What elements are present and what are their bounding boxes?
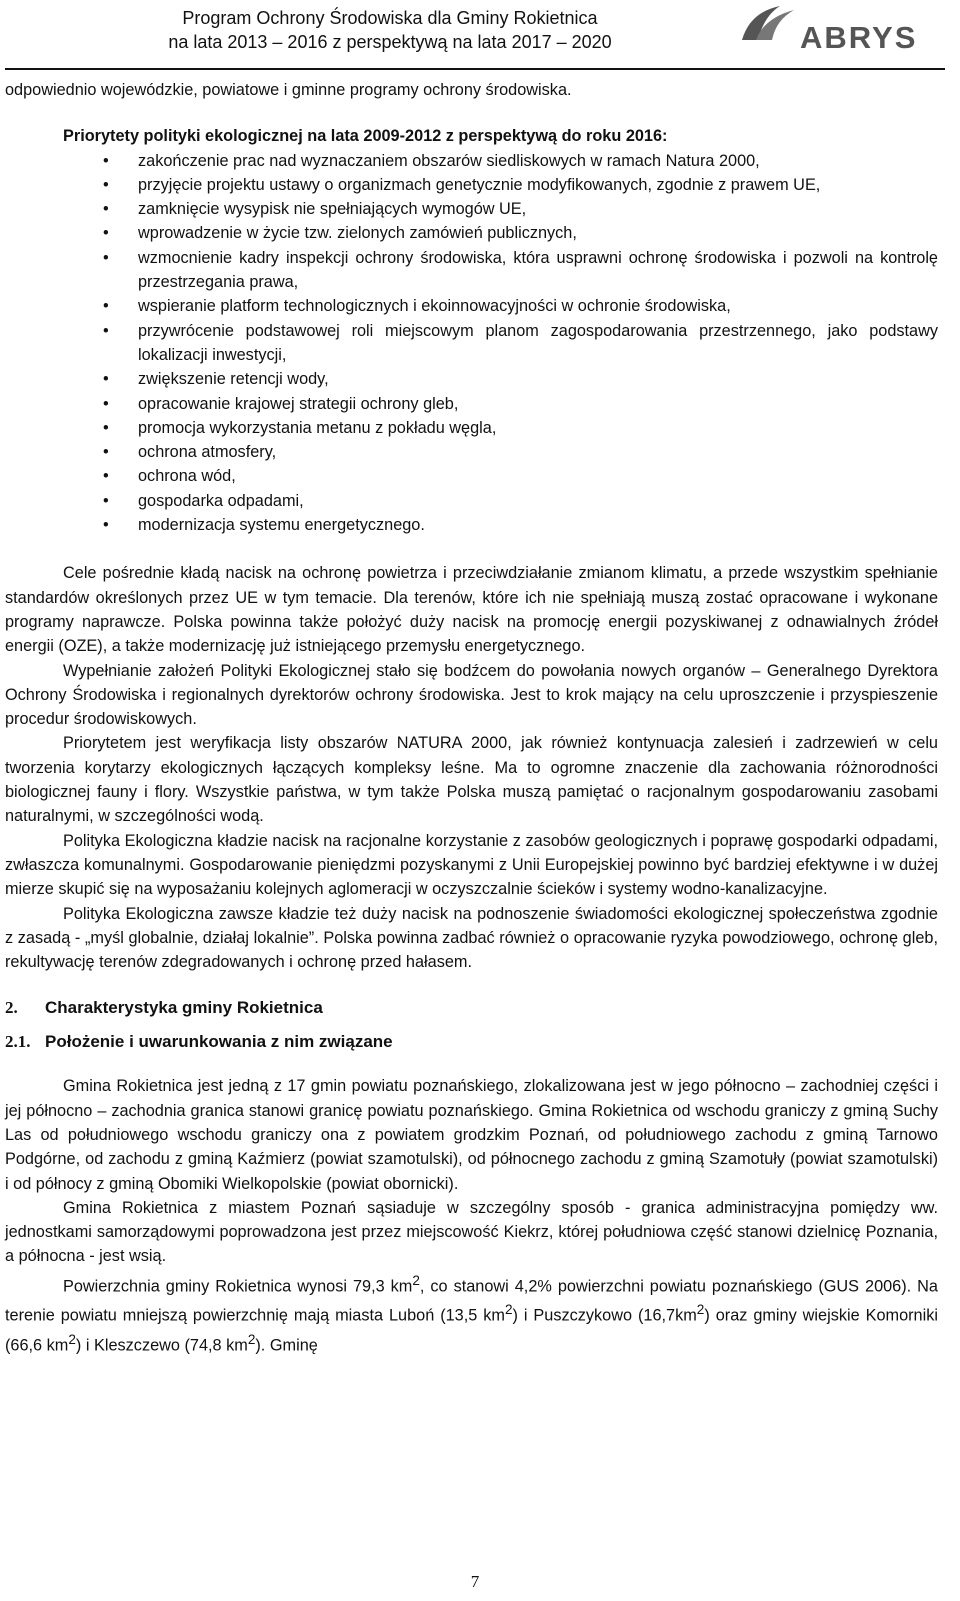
area-text-part: ). Gminę [255,1336,318,1355]
list-item: • wspieranie platform technologicznych i ekoinnowacyjności w ochronie środowiska, [138,294,938,318]
header-divider [5,68,945,70]
paragraph: Gmina Rokietnica jest jedną z 17 gmin powiatu poznańskiego, zlokalizowana jest w jego północno – zachodniej części i jej północno – zachodnia granica stanowi granicę powiatu poznańskiego. Gmina Rokietnica od wschodu graniczy z gminą Suchy Las od południowego wschodu graniczy ona z powiatem grodzkim Poznań, od południowego zachodu z gminą Tarnowo Podgórne, od zachodu z gminą Kaźmierz (powiat szamotulski), od północnego zachodu z gminą Szamotuły (powiat szamotulski) i od północy z gminą Obomiki Wielkopolskie (powiat obornicki). [5,1077,938,1193]
list-item: • gospodarka odpadami, [138,489,938,513]
list-item: • ochrona atmosfery, [138,440,938,464]
list-item: • wzmocnienie kadry inspekcji ochrony środowiska, która usprawni ochronę środowiska i pozwoli na kontrolę przestrzegania prawa, [138,246,938,295]
list-item: • modernizacja systemu energetycznego. [138,513,938,537]
subsection-number: 2.1. [5,1032,31,1052]
priorities-list [5,149,938,538]
area-text-part: ) oraz gminy wiejskie Komorniki (66,6 km [5,1306,938,1355]
superscript: 2 [412,1272,420,1288]
priorities-heading: Priorytety polityki ekologicznej na lata 2009-2012 z perspektywą do roku 2016: [63,127,668,146]
superscript: 2 [696,1302,705,1318]
list-item: • przywrócenie podstawowej roli miejscowym planom zagospodarowania przestrzennego, jako podstawy lokalizacji inwestycji, [138,319,938,368]
page-number: 7 [470,1572,480,1591]
intro-line: odpowiednio wojewódzkie, powiatowe i gminne programy ochrony środowiska. [5,81,572,99]
paragraph: Priorytetem jest weryfikacja listy obszarów NATURA 2000, jak również kontynuacja zalesień i zadrzewień w celu tworzenia korytarzy ekologicznych łączących kompleksy leśne. Ma to ogromne znaczenie dla zachowania różnorodności biologicznej fauny i flory. Wszystkie państwa, w tym także Polska muszą pamiętać o racjonalnym gospodarowaniu zasobami naturalnymi, w szczególności wodą. [5,734,938,826]
area-text-part: ) i Puszczykowo (16,7km [512,1306,697,1325]
list-item: • ochrona wód, [138,464,938,488]
document-body [5,78,938,1358]
superscript: 2 [504,1302,513,1318]
paragraph: Cele pośrednie kładą nacisk na ochronę powietrza i przeciwdziałanie zmianom klimatu, a przede wszystkim spełnianie standardów określonych przez UE w tym temacie. Dla terenów, które ich nie spełniają muszą zostać opracowane i wykonane programy naprawcze. Polska powinna także położyć duży nacisk na promocję energii pozyskiwanej z odnawialnych źródeł energii (OZE), a także modernizację już istniejącego przemysłu energetycznego. [5,564,938,656]
page-header [0,0,960,72]
area-paragraph [5,1269,938,1358]
abrys-logo [740,2,940,55]
list-item: • opracowanie krajowej strategii ochrony gleb, [138,392,938,416]
list-item: • wprowadzenie w życie tzw. zielonych zamówień publicznych, [138,221,938,245]
area-text-part: Powierzchnia gminy Rokietnica wynosi 79,3 km [63,1277,413,1296]
list-item: • zwiększenie retencji wody, [138,367,938,391]
list-item: • przyjęcie projektu ustawy o organizmach genetycznie modyfikowanych, zgodnie z prawem UE, [138,173,938,197]
section-title: Charakterystyka gminy Rokietnica [45,998,323,1018]
area-text-part: ) i Kleszczewo (74,8 km [75,1336,248,1355]
abrys-logo-mark-icon [740,2,800,46]
subsection-heading [5,1030,938,1054]
superscript: 2 [247,1332,256,1348]
subsection-title: Położenie i uwarunkowania z nim związane [45,1032,393,1052]
section-number: 2. [5,998,18,1018]
header-title-line1: Program Ochrony Środowiska dla Gminy Rokietnica [182,8,598,28]
list-item: • zamknięcie wysypisk nie spełniających wymogów UE, [138,197,938,221]
paragraph: Polityka Ekologiczna zawsze kładzie też duży nacisk na podnoszenie świadomości ekologicznej społeczeństwa zgodnie z zasadą - „myśl globalnie, działaj lokalnie”. Polska powinna zadbać również o opracowanie ryzyka powodziowego, ochronę gleb, rekultywację terenów zdegradowanych i ochronę przed hałasem. [5,904,938,972]
list-item: • promocja wykorzystania metanu z pokładu węgla, [138,416,938,440]
area-text-part: , co stanowi 4,2% powierzchni powiatu poznańskiego (GUS 2006). Na terenie powiatu mniejszą powierzchnię mają miasta Luboń (13,5 km [5,1277,938,1325]
list-item: • zakończenie prac nad wyznaczaniem obszarów siedliskowych w ramach Natura 2000, [138,149,938,173]
section-heading [5,996,938,1020]
abrys-logo-text: ABRYS [800,20,918,55]
superscript: 2 [68,1332,76,1348]
paragraph: Polityka Ekologiczna kładzie nacisk na racjonalne korzystanie z zasobów geologicznych i poprawę gospodarki odpadami, zwłaszcza komunalnymi. Gospodarowanie pieniędzmi pozyskanymi z Unii Europejskiej powinno być bardziej efektywne i w dużej mierze skupić się na wyposażaniu kolejnych aglomeracji w oczyszczalnie ścieków i systemy wodno-kanalizacyjne. [5,831,938,899]
paragraph: Wypełnianie założeń Polityki Ekologicznej stało się bodźcem do powołania nowych organów – Generalnego Dyrektora Ochrony Środowiska i regionalnych dyrektorów ochrony środowiska. Jest to krok mający na celu uproszczenie i przyspieszenie procedur środowiskowych. [5,661,938,729]
header-title-line2: na lata 2013 – 2016 z perspektywą na lata 2017 – 2020 [168,32,612,52]
paragraph: Gmina Rokietnica z miastem Poznań sąsiaduje w szczególny sposób - granica administracyjna pomiędzy ww. jednostkami samorządowymi poprowadzona jest przez miejscowość Kiekrz, której południowa część stanowi dzielnicę Poznania, a północna - jest wsią. [5,1198,938,1266]
header-title [140,6,640,54]
